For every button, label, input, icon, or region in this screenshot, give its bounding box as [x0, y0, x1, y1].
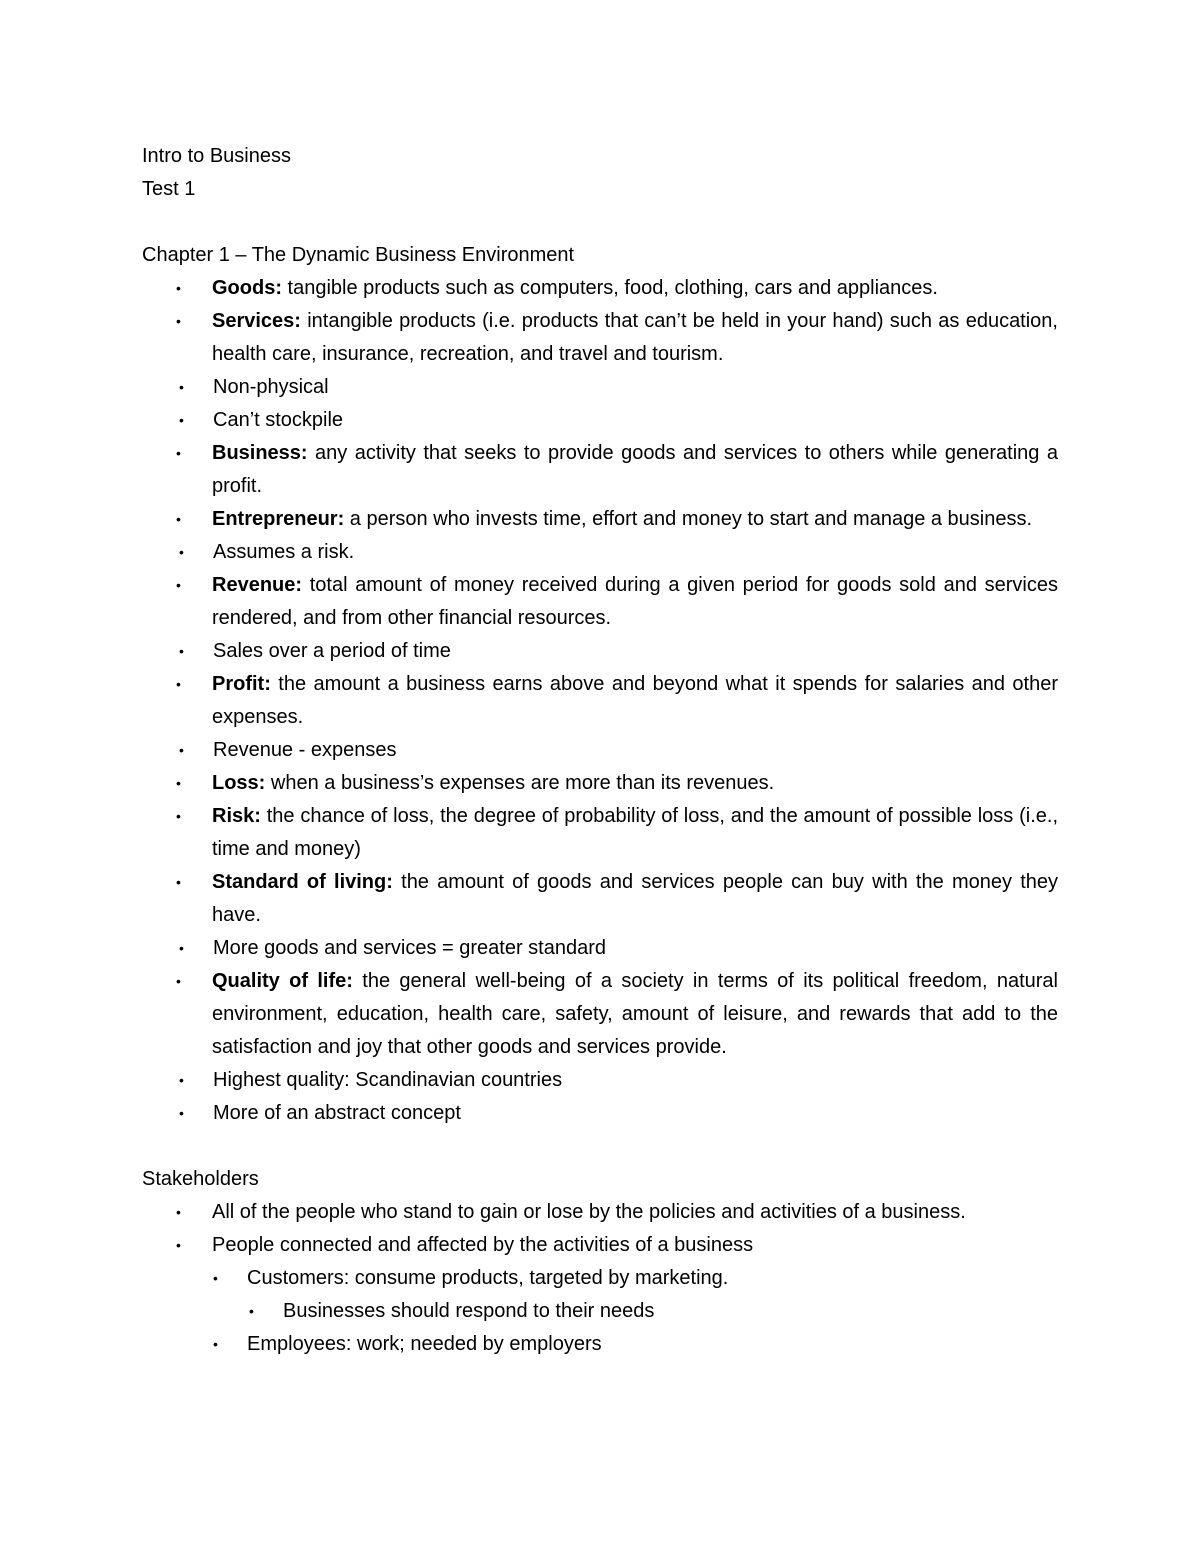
- test-title: Test 1: [142, 178, 196, 200]
- stakeholder-group-text: Customers: consume products, targeted by marketing.: [247, 1267, 729, 1289]
- definition-sub-text: Revenue - expenses: [213, 739, 397, 761]
- definition-item: [142, 965, 1058, 1064]
- definition-item: [142, 272, 1058, 305]
- definition-sub-text: More of an abstract concept: [213, 1102, 461, 1124]
- course-title: Intro to Business: [142, 145, 291, 167]
- stakeholder-group-list: [212, 1262, 1058, 1361]
- bullet-icon: •: [176, 874, 181, 890]
- definition-term: Business:: [212, 442, 308, 464]
- definition-item: [142, 437, 1058, 503]
- definition-item: [142, 668, 1058, 734]
- definition-sub-list: [142, 536, 1058, 569]
- definition-sub-text: Non-physical: [213, 376, 329, 398]
- definition-item: [142, 767, 1058, 800]
- definition-term: Goods:: [212, 277, 282, 299]
- definition-text: the general well-being of a society in terms of its political freedom, natural environment, education, health care, safety, amount of leisure, and rewards that add to the satisfaction and joy that other goods and services provide.: [212, 970, 1058, 1058]
- bullet-icon: •: [179, 544, 184, 560]
- definition-term: Loss:: [212, 772, 266, 794]
- definition-sub-item: [142, 932, 1058, 965]
- stakeholder-item: [142, 1196, 1058, 1229]
- definition-term: Quality of life:: [212, 970, 353, 992]
- definition-term: Risk:: [212, 805, 261, 827]
- stakeholder-group-sub-item: [212, 1295, 1058, 1328]
- definition-text: the amount of goods and services people can buy with the money they have.: [212, 871, 1059, 926]
- definition-sub-text: Highest quality: Scandinavian countries: [213, 1069, 563, 1091]
- bullet-icon: •: [179, 1105, 184, 1121]
- bullet-icon: •: [176, 280, 181, 296]
- bullet-icon: •: [176, 775, 181, 791]
- definition-sub-text: Can’t stockpile: [213, 409, 344, 431]
- definition-sub-text: More goods and services = greater standard: [213, 937, 606, 959]
- bullet-icon: •: [176, 445, 181, 461]
- definition-term: Services:: [212, 310, 301, 332]
- stakeholder-text: People connected and affected by the activities of a business: [212, 1234, 754, 1256]
- definition-sub-item: [142, 371, 1058, 404]
- definition-text: total amount of money received during a given period for goods sold and services rendered, and from other financial resources.: [212, 574, 1058, 629]
- document-page: [142, 140, 1058, 1361]
- definition-text: a person who invests time, effort and money to start and manage a business.: [344, 508, 1033, 530]
- stakeholder-group-sub-list: [212, 1295, 1058, 1328]
- chapter-heading: Chapter 1 – The Dynamic Business Environment: [142, 244, 575, 266]
- bullet-icon: •: [249, 1303, 254, 1319]
- bullet-icon: •: [179, 412, 184, 428]
- spacer: [142, 206, 1058, 239]
- definition-text: tangible products such as computers, food, clothing, cars and appliances.: [282, 277, 938, 299]
- stakeholder-item: [142, 1229, 1058, 1262]
- definition-sub-item: [142, 1097, 1058, 1130]
- definition-sub-item: [142, 635, 1058, 668]
- definition-term: Standard of living:: [212, 871, 393, 893]
- definition-sub-item: [142, 404, 1058, 437]
- bullet-icon: •: [176, 1237, 181, 1253]
- stakeholder-group-text: Employees: work; needed by employers: [247, 1333, 602, 1355]
- bullet-icon: •: [179, 1072, 184, 1088]
- bullet-icon: •: [213, 1336, 218, 1352]
- definition-text: intangible products (i.e. products that can’t be held in your hand) such as education, health care, insurance, recreation, and travel and tourism.: [212, 310, 1058, 365]
- definition-text: when a business’s expenses are more than its revenues.: [265, 772, 775, 794]
- definition-sub-text: Assumes a risk.: [213, 541, 355, 563]
- stakeholder-group-sub-text: Businesses should respond to their needs: [283, 1300, 655, 1322]
- bullet-icon: •: [176, 676, 181, 692]
- stakeholders-list: [142, 1196, 1058, 1361]
- definition-item: [142, 569, 1058, 635]
- spacer: [142, 1130, 1058, 1163]
- definition-sub-item: [142, 536, 1058, 569]
- bullet-icon: •: [176, 313, 181, 329]
- bullet-icon: •: [176, 511, 181, 527]
- bullet-icon: •: [176, 808, 181, 824]
- definition-text: the amount a business earns above and beyond what it spends for salaries and other expenses.: [212, 673, 1058, 728]
- bullet-icon: •: [179, 643, 184, 659]
- bullet-icon: •: [213, 1270, 218, 1286]
- stakeholders-heading: Stakeholders: [142, 1168, 259, 1190]
- definition-text: the chance of loss, the degree of probability of loss, and the amount of possible loss (i.e., time and money): [212, 805, 1058, 860]
- bullet-icon: •: [176, 1204, 181, 1220]
- definition-term: Entrepreneur:: [212, 508, 345, 530]
- definition-item: [142, 800, 1058, 866]
- definition-sub-text: Sales over a period of time: [213, 640, 451, 662]
- definition-sub-item: [142, 1064, 1058, 1097]
- stakeholder-group-item: [212, 1262, 1058, 1295]
- definition-sub-item: [142, 734, 1058, 767]
- definition-text: any activity that seeks to provide goods and services to others while generating a profit.: [212, 442, 1058, 497]
- bullet-icon: •: [176, 577, 181, 593]
- definition-term: Revenue:: [212, 574, 303, 596]
- definition-item: [142, 305, 1058, 371]
- definition-sub-list: [142, 932, 1058, 965]
- definition-item: [142, 866, 1058, 932]
- definition-sub-list: [142, 734, 1058, 767]
- stakeholder-group-item: [212, 1328, 1058, 1361]
- bullet-icon: •: [176, 973, 181, 989]
- definition-sub-list: [142, 371, 1058, 437]
- definition-term: Profit:: [212, 673, 271, 695]
- chapter-definitions-list: [142, 272, 1058, 1130]
- bullet-icon: •: [179, 940, 184, 956]
- stakeholder-text: All of the people who stand to gain or lose by the policies and activities of a business.: [212, 1201, 966, 1223]
- definition-sub-list: [142, 1064, 1058, 1130]
- bullet-icon: •: [179, 379, 184, 395]
- definition-item: [142, 503, 1058, 536]
- bullet-icon: •: [179, 742, 184, 758]
- definition-sub-list: [142, 635, 1058, 668]
